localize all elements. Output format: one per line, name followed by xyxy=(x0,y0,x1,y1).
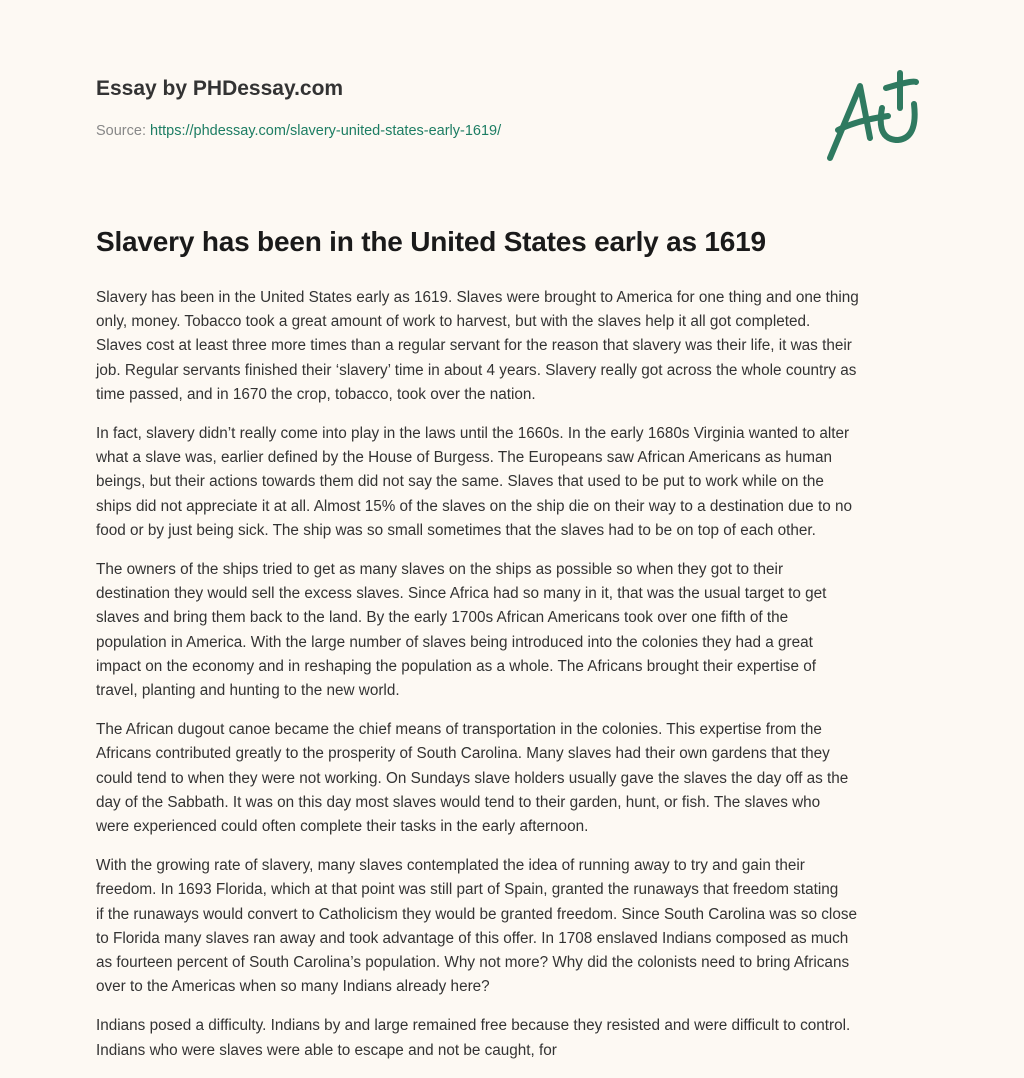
article-paragraph xyxy=(96,854,956,999)
paragraph-line: Slavery has been in the United States early as 1619. Slaves were brought to America for one thing and one thing xyxy=(96,289,859,306)
paragraph-line: to Florida many slaves ran away and took advantage of this offer. In 1708 enslaved Indians composed as much xyxy=(96,929,849,947)
paragraph-line: The owners of the ships tried to get as many slaves on the ships as possible so when they got to their xyxy=(96,561,784,579)
article-paragraph xyxy=(96,718,956,839)
paragraph-line: if the runaways would convert to Catholicism they would be granted freedom. Since South Carolina was so close xyxy=(96,905,857,923)
paragraph-line: In fact, slavery didn’t really come into play in the laws until the 1660s. In the early 1680s Virginia wanted to alter xyxy=(96,425,850,443)
paragraph-line: freedom. In 1693 Florida, which at that point was still part of Spain, granted the runaways that freedom stating xyxy=(96,881,839,899)
article-paragraph xyxy=(96,286,956,407)
paragraph-line: Slaves cost at least three more times than a regular servant for the reason that slavery was their life, it was their xyxy=(96,337,852,355)
paragraph-line: job. Regular servants finished their ‘slavery’ time in about 4 years. Slavery really got across the whole country as xyxy=(96,361,857,379)
paragraph-line: were experienced could often complete their tasks in the early afternoon. xyxy=(96,818,589,836)
paragraph-line: Indians posed a difficulty. Indians by and large remained free because they resisted and were difficult to control. xyxy=(96,1017,851,1035)
paragraph-line: population in America. With the large number of slaves being introduced into the colonies they had a great xyxy=(96,633,813,651)
paragraph-line: over to the Americas when so many Indians already here? xyxy=(96,978,490,996)
article-paragraph xyxy=(96,1014,956,1062)
paragraph-line: travel, planting and hunting to the new world. xyxy=(96,682,400,700)
paragraph-line: destination they would sell the excess slaves. Since Africa had so many in it, that was the usual target to get xyxy=(96,585,827,603)
paragraph-line: food or by just being sick. The ship was so small sometimes that the slaves had to be on top of each other. xyxy=(96,521,816,539)
article-title: Slavery has been in the United States early as 1619 xyxy=(96,226,766,257)
source-link[interactable]: https://phdessay.com/slavery-united-states-early-1619/ xyxy=(150,123,502,139)
paragraph-line: beings, but their actions towards them did not say the same. Slaves that used to be put to work while on the xyxy=(96,473,824,491)
brand-title: Essay by PHDessay.com xyxy=(96,77,344,100)
paragraph-line: Africans contributed greatly to the prosperity of South Carolina. Many slaves had their own gardens that they xyxy=(96,745,830,763)
paragraph-line: Indians who were slaves were able to escape and not be caught, for xyxy=(96,1041,557,1059)
a-plus-logo-icon xyxy=(818,68,928,168)
paragraph-line: time passed, and in 1670 the crop, tobacco, took over the nation. xyxy=(96,385,536,403)
paragraph-line: impact on the economy and in reshaping the population as a whole. The Africans brought their expertise of xyxy=(96,657,816,675)
source-label: Source: xyxy=(96,123,146,139)
article-paragraph xyxy=(96,558,956,703)
source-line xyxy=(96,123,501,139)
paragraph-line: ships did not appreciate it at all. Almost 15% of the slaves on the ship die on their way to a destination due to no xyxy=(96,497,852,515)
paragraph-line: only, money. Tobacco took a great amount of work to harvest, but with the slaves help it all got completed. xyxy=(96,313,811,331)
paragraph-line: as fourteen percent of South Carolina’s population. Why not more? Why did the colonists need to bring Africans xyxy=(96,954,850,972)
paragraph-line: slaves and bring them back to the land. By the early 1700s African Americans took over one fifth of the xyxy=(96,609,789,627)
paragraph-line: The African dugout canoe became the chief means of transportation in the colonies. This expertise from the xyxy=(96,721,822,739)
paragraph-line: day of the Sabbath. It was on this day most slaves would tend to their garden, hunt, or fish. The slaves who xyxy=(96,793,821,811)
article-paragraph xyxy=(96,422,956,543)
paragraph-line: what a slave was, earlier defined by the House of Burgess. The Europeans saw African Americans as human xyxy=(96,449,833,467)
paragraph-line: With the growing rate of slavery, many slaves contemplated the idea of running away to try and gain their xyxy=(96,857,805,875)
paragraph-line: could tend to when they were not working. On Sundays slave holders usually gave the slaves the day off as the xyxy=(96,769,849,787)
article-body xyxy=(96,286,956,1078)
